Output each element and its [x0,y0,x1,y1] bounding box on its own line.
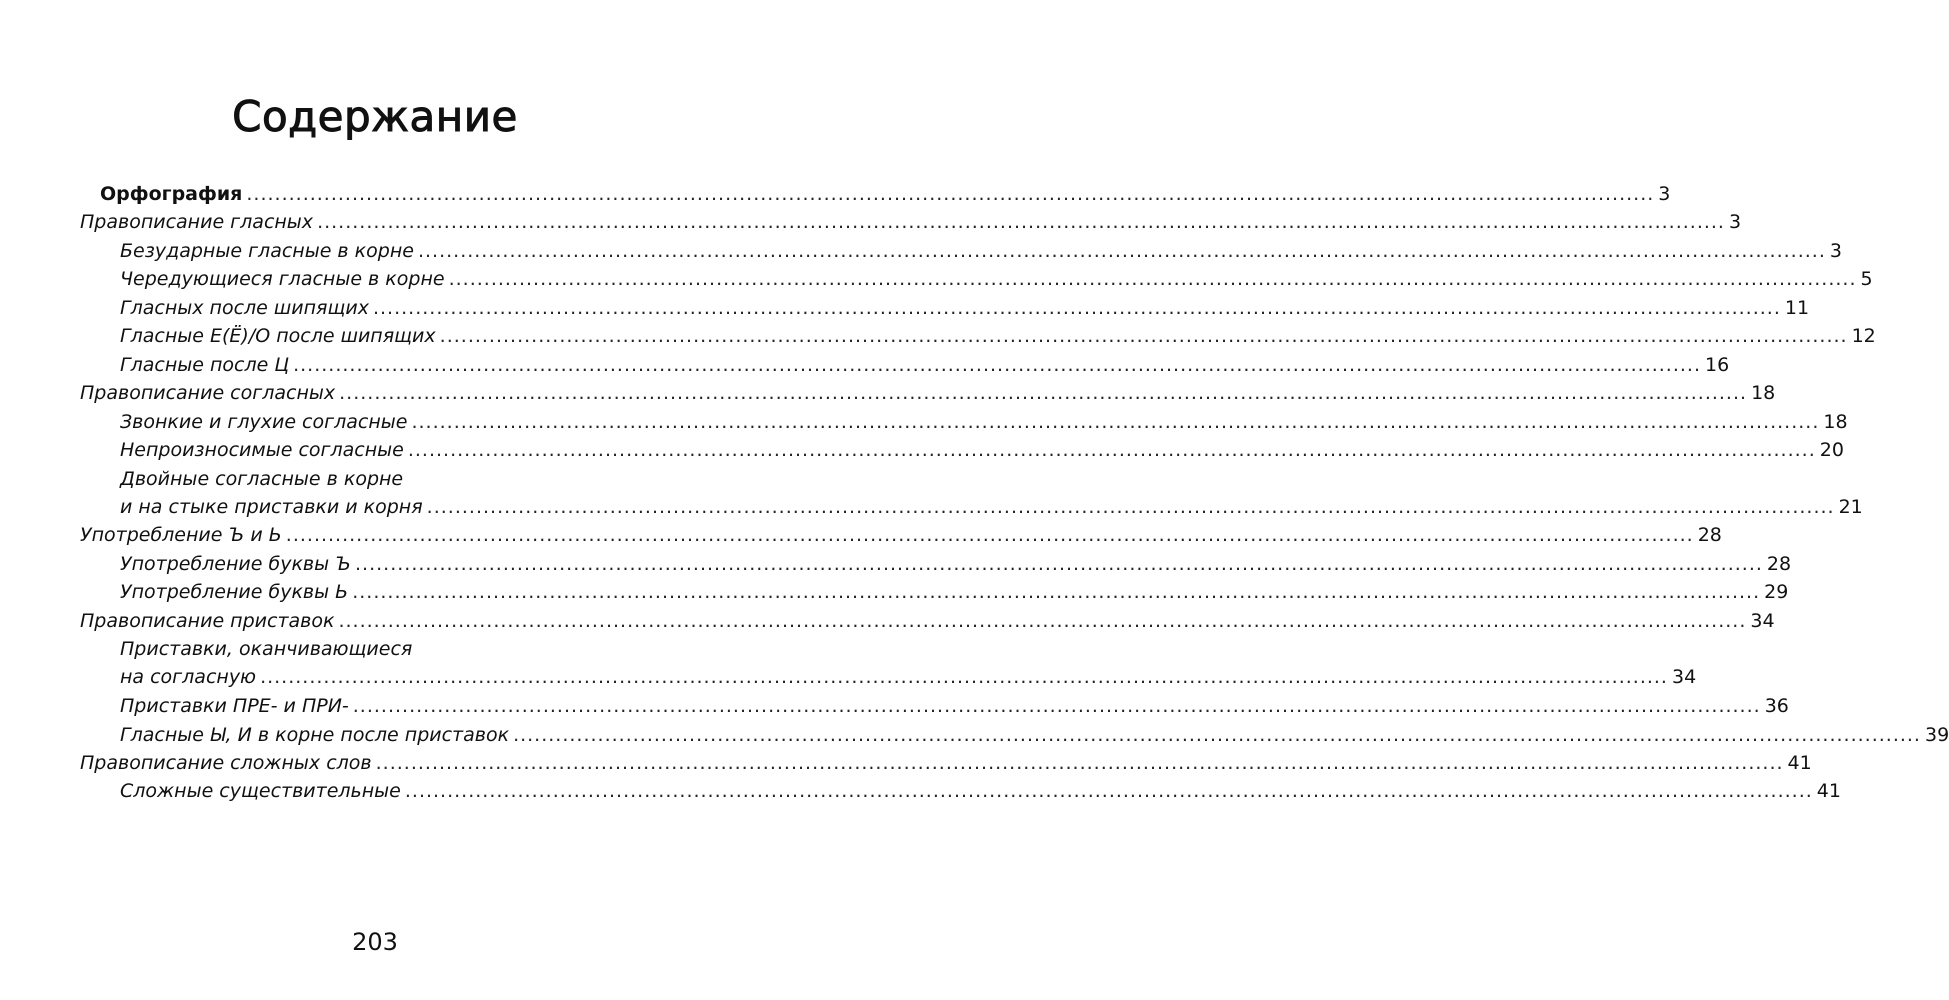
dot-leader: ........................................................................................................................................................................................................ [426,495,1835,518]
toc-page-number: 5 [1860,268,1873,291]
dot-leader: ........................................................................................................................................................................................................ [417,239,1826,262]
toc-entry-title: Орфография [100,183,243,205]
dot-leader: ........................................................................................................................................................................................................ [407,439,1816,462]
toc-page-number: 16 [1705,353,1730,376]
toc-entry-title-continued: на согласную [120,666,257,689]
toc-entry [120,351,1730,379]
toc-entry-title: Гласные после Ц [120,353,290,376]
toc-entry [120,465,1863,521]
toc-entry-title: Звонкие и глухие согласные [120,410,408,433]
toc-entry-title: Правописание приставок [80,609,335,632]
toc-entry [120,237,1842,265]
dot-leader: ........................................................................................................................................................................................................ [285,524,1694,547]
toc-entry [120,322,1876,350]
dot-leader: ........................................................................................................................................................................................................ [293,353,1702,376]
toc-page-number: 29 [1764,581,1789,604]
toc-entry [120,721,1949,749]
toc-page-number: 39 [1924,723,1949,746]
toc-entry-title: Сложные существительные [120,780,401,803]
toc-entry [80,607,1775,635]
toc-entry-title: Непроизносимые согласные [120,439,404,462]
toc-page-number: 41 [1816,780,1841,803]
dot-leader: ........................................................................................................................................................................................................ [338,609,1747,632]
dot-leader: ........................................................................................................................................................................................................ [372,296,1781,319]
toc-entry-title: Правописание согласных [80,382,336,405]
toc-page-number: 3 [1829,239,1842,262]
dot-leader: ........................................................................................................................................................................................................ [246,183,1655,205]
toc-entry [120,635,1697,691]
toc-page-number: 34 [1750,609,1775,632]
toc-entry-title: Правописание сложных слов [80,752,372,774]
toc-entry-title: Чередующиеся гласные в корне [120,268,445,291]
dot-leader: ........................................................................................................................................................................................................ [404,780,1813,803]
toc-entry [80,379,1776,407]
toc-entry [100,180,1671,208]
toc-entry-title: Употребление Ъ и Ь [80,524,282,547]
toc-page-number: 3 [1728,211,1742,234]
toc-entry-title-continued: и на стыке приставки и корня [120,495,423,518]
toc-entry [120,578,1789,606]
toc-entry [120,265,1873,293]
toc-page-number: 28 [1766,552,1792,575]
toc-entry [80,208,1742,236]
toc-entry-title: Приставки ПРЕ- и ПРИ- [120,695,349,718]
toc-entry [120,777,1841,805]
toc-entry-title: Употребление буквы Ь [120,581,349,604]
toc-entry [80,749,1812,777]
dot-leader: ........................................................................................................................................................................................................ [513,723,1921,746]
toc-page-number: 18 [1751,382,1776,405]
dot-leader: ........................................................................................................................................................................................................ [411,410,1820,433]
toc-entry-title: Гласных после шипящих [120,296,369,319]
toc-entry [120,408,1848,436]
toc-entry [120,436,1844,464]
toc-entry-title: Двойные согласные в корне [120,467,404,490]
dot-leader: ........................................................................................................................................................................................................ [375,752,1784,774]
toc-page-number: 28 [1697,524,1722,547]
dot-leader: ........................................................................................................................................................................................................ [260,666,1668,689]
toc-page-number: 11 [1784,296,1810,319]
dot-leader: ........................................................................................................................................................................................................ [448,268,1857,291]
toc-entry [120,294,1810,322]
toc-entry-title: Гласные Ы, И в корне после приставок [120,723,510,746]
dot-leader: ........................................................................................................................................................................................................ [317,211,1725,234]
toc-page-number: 34 [1671,666,1697,689]
toc-entry-title: Приставки, оканчивающиеся [120,638,413,661]
toc-page-number: 20 [1819,439,1844,462]
page-number: 203 [352,928,398,956]
toc-entry-title: Правописание гласных [80,211,314,234]
toc-page-number: 18 [1823,410,1848,433]
toc-entry [80,521,1722,549]
toc-page-number: 12 [1851,325,1876,348]
toc-page-number: 41 [1787,752,1812,774]
dot-leader: ........................................................................................................................................................................................................ [352,695,1761,718]
dot-leader: ........................................................................................................................................................................................................ [439,325,1848,348]
toc-entry [120,692,1789,720]
dot-leader: ........................................................................................................................................................................................................ [355,552,1763,575]
dot-leader: ........................................................................................................................................................................................................ [352,581,1761,604]
toc-entry [120,550,1792,578]
toc-page-number: 3 [1658,183,1671,205]
dot-leader: ........................................................................................................................................................................................................ [339,382,1748,405]
page-title: Содержание [232,92,518,141]
toc-entry-title: Употребление буквы Ъ [120,552,351,575]
toc-page-number: 21 [1838,495,1863,518]
toc-page-number: 36 [1764,695,1789,718]
toc-entry-title: Гласные Е(Ё)/О после шипящих [120,325,436,348]
toc-entry-title: Безударные гласные в корне [120,239,414,262]
